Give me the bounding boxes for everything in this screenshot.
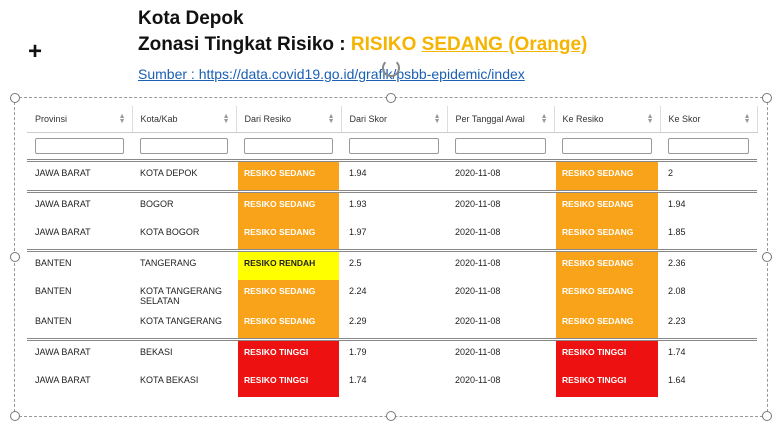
cell-ke-resiko	[554, 310, 660, 340]
cell-dari-skor: 1.94	[341, 161, 447, 192]
cell-provinsi: BANTEN	[35, 286, 72, 296]
cell-dari-resiko	[236, 251, 341, 281]
col-header-ke-resiko[interactable]: Ke Resiko ▲ ▼	[554, 106, 660, 133]
table-row	[27, 161, 757, 192]
risk-badge: RESIKO SEDANG	[238, 162, 339, 190]
filter-input-kota[interactable]	[140, 138, 228, 154]
cell-ke-resiko	[554, 161, 660, 192]
cell-dari-skor: 1.79	[341, 340, 447, 370]
cell-tanggal: 2020-11-08	[447, 340, 554, 370]
cell-kota: BEKASI	[132, 340, 236, 370]
rotate-handle-icon[interactable]	[382, 59, 400, 77]
cell-dari-skor: 2.24	[349, 286, 367, 296]
cursor-crosshair-icon: +	[28, 38, 43, 65]
sort-icon: ▲ ▼	[327, 113, 335, 125]
sort-icon: ▲ ▼	[118, 113, 126, 125]
risk-badge: RESIKO TINGGI	[238, 341, 339, 369]
risk-badge: RESIKO TINGGI	[556, 369, 658, 397]
cell-ke-skor: 1.64	[668, 375, 686, 385]
col-header-ke-skor[interactable]: Ke Skor ▲ ▼	[660, 106, 757, 133]
risk-badge: RESIKO SEDANG	[238, 193, 339, 221]
table-row	[27, 192, 757, 222]
sort-icon: ▲ ▼	[646, 113, 654, 125]
cell-provinsi: JAWA BARAT	[27, 340, 132, 370]
filter-input-tanggal[interactable]	[455, 138, 546, 154]
resize-handle-bottom[interactable]	[386, 411, 396, 421]
resize-handle-bottom-left[interactable]	[10, 411, 20, 421]
cell-dari-skor: 2.29	[349, 316, 367, 326]
cell-dari-skor: 1.74	[349, 375, 367, 385]
risk-badge: RESIKO TINGGI	[238, 369, 339, 397]
cell-ke-resiko	[554, 280, 660, 310]
risk-badge: RESIKO RENDAH	[238, 252, 339, 280]
col-header-tanggal[interactable]: Per Tanggal Awal ▲ ▼	[447, 106, 554, 133]
cell-tanggal: 2020-11-08	[447, 161, 554, 192]
resize-handle-right[interactable]	[762, 252, 772, 262]
cell-kota: KOTA TANGERANG SELATAN	[140, 286, 223, 306]
cell-dari-resiko	[236, 340, 341, 370]
cell-dari-resiko	[236, 221, 341, 251]
risk-table-image	[27, 106, 757, 406]
cell-ke-skor: 1.85	[668, 227, 686, 237]
cell-provinsi: JAWA BARAT	[35, 227, 91, 237]
source-link[interactable]: Sumber : https://data.covid19.go.id/grafik/psbb-epidemic/index	[138, 66, 525, 82]
risk-badge: RESIKO SEDANG	[556, 252, 658, 280]
risk-word: RISIKO	[350, 34, 417, 55]
cell-tanggal: 2020-11-08	[455, 286, 501, 296]
cell-ke-skor: 2.08	[668, 286, 686, 296]
sort-icon: ▲ ▼	[743, 113, 751, 125]
risk-badge: RESIKO SEDANG	[238, 310, 339, 338]
cell-provinsi: JAWA BARAT	[27, 192, 132, 222]
cell-provinsi: BANTEN	[35, 316, 72, 326]
table-header-row	[27, 106, 757, 133]
cell-kota: KOTA TANGERANG	[140, 316, 223, 326]
filter-input-provinsi[interactable]	[35, 138, 124, 154]
page-title: Kota Depok	[138, 8, 244, 29]
cell-ke-resiko	[554, 340, 660, 370]
cell-kota: BOGOR	[132, 192, 236, 222]
cell-dari-resiko	[236, 280, 341, 310]
filter-input-ke-resiko[interactable]	[562, 138, 652, 154]
risk-level: SEDANG (Orange)	[421, 34, 588, 55]
risk-badge: RESIKO SEDANG	[556, 221, 658, 249]
cell-dari-skor: 2.5	[341, 251, 447, 281]
resize-handle-top-right[interactable]	[762, 93, 772, 103]
cell-ke-skor: 1.74	[660, 340, 757, 370]
cell-provinsi: JAWA BARAT	[35, 375, 91, 385]
resize-handle-bottom-right[interactable]	[762, 411, 772, 421]
cell-tanggal: 2020-11-08	[455, 375, 501, 385]
col-header-provinsi[interactable]: Provinsi ▲ ▼	[27, 106, 132, 133]
sort-icon: ▲ ▼	[433, 113, 441, 125]
cell-tanggal: 2020-11-08	[447, 192, 554, 222]
cell-provinsi: JAWA BARAT	[27, 161, 132, 192]
table-row	[27, 280, 757, 310]
risk-table	[27, 106, 758, 397]
cell-ke-skor: 2.23	[668, 316, 686, 326]
resize-handle-top-left[interactable]	[10, 93, 20, 103]
cell-tanggal: 2020-11-08	[455, 227, 501, 237]
cell-dari-resiko	[236, 192, 341, 222]
cell-kota: TANGERANG	[132, 251, 236, 281]
risk-badge: RESIKO TINGGI	[556, 341, 658, 369]
resize-handle-top[interactable]	[386, 93, 396, 103]
cell-ke-skor: 1.94	[660, 192, 757, 222]
col-header-kota[interactable]: Kota/Kab ▲ ▼	[132, 106, 236, 133]
filter-input-dari-resiko[interactable]	[244, 138, 333, 154]
resize-handle-left[interactable]	[10, 252, 20, 262]
cell-tanggal: 2020-11-08	[455, 316, 501, 326]
cell-dari-resiko	[236, 161, 341, 192]
risk-badge: RESIKO SEDANG	[238, 280, 339, 310]
cell-ke-resiko	[554, 192, 660, 222]
risk-badge: RESIKO SEDANG	[238, 221, 339, 249]
sort-icon: ▲ ▼	[222, 113, 230, 125]
sort-icon: ▲ ▼	[540, 113, 548, 125]
risk-badge: RESIKO SEDANG	[556, 280, 658, 310]
cell-dari-resiko	[236, 369, 341, 397]
risk-badge: RESIKO SEDANG	[556, 162, 658, 190]
cell-dari-resiko	[236, 310, 341, 340]
cell-dari-skor: 1.93	[341, 192, 447, 222]
risk-badge: RESIKO SEDANG	[556, 193, 658, 221]
col-header-dari-resiko[interactable]: Dari Resiko ▲ ▼	[236, 106, 341, 133]
table-row	[27, 221, 757, 251]
table-row	[27, 310, 757, 340]
risk-badge: RESIKO SEDANG	[556, 310, 658, 338]
cell-tanggal: 2020-11-08	[447, 251, 554, 281]
table-row	[27, 340, 757, 370]
cell-provinsi: BANTEN	[27, 251, 132, 281]
filter-input-dari-skor[interactable]	[349, 138, 439, 154]
filter-input-ke-skor[interactable]	[668, 138, 749, 154]
filter-row	[27, 133, 757, 161]
table-row	[27, 369, 757, 397]
cell-ke-skor: 2	[660, 161, 757, 192]
cell-dari-skor: 1.97	[349, 227, 367, 237]
cell-kota: KOTA DEPOK	[132, 161, 236, 192]
subtitle-prefix: Zonasi Tingkat Risiko :	[138, 34, 351, 55]
cell-ke-resiko	[554, 221, 660, 251]
cell-kota: KOTA BOGOR	[140, 227, 200, 237]
cell-ke-skor: 2.36	[660, 251, 757, 281]
col-header-dari-skor[interactable]: Dari Skor ▲ ▼	[341, 106, 447, 133]
page-subtitle	[138, 34, 587, 56]
cell-ke-resiko	[554, 369, 660, 397]
table-row	[27, 251, 757, 281]
cell-ke-resiko	[554, 251, 660, 281]
cell-kota: KOTA BEKASI	[140, 375, 199, 385]
